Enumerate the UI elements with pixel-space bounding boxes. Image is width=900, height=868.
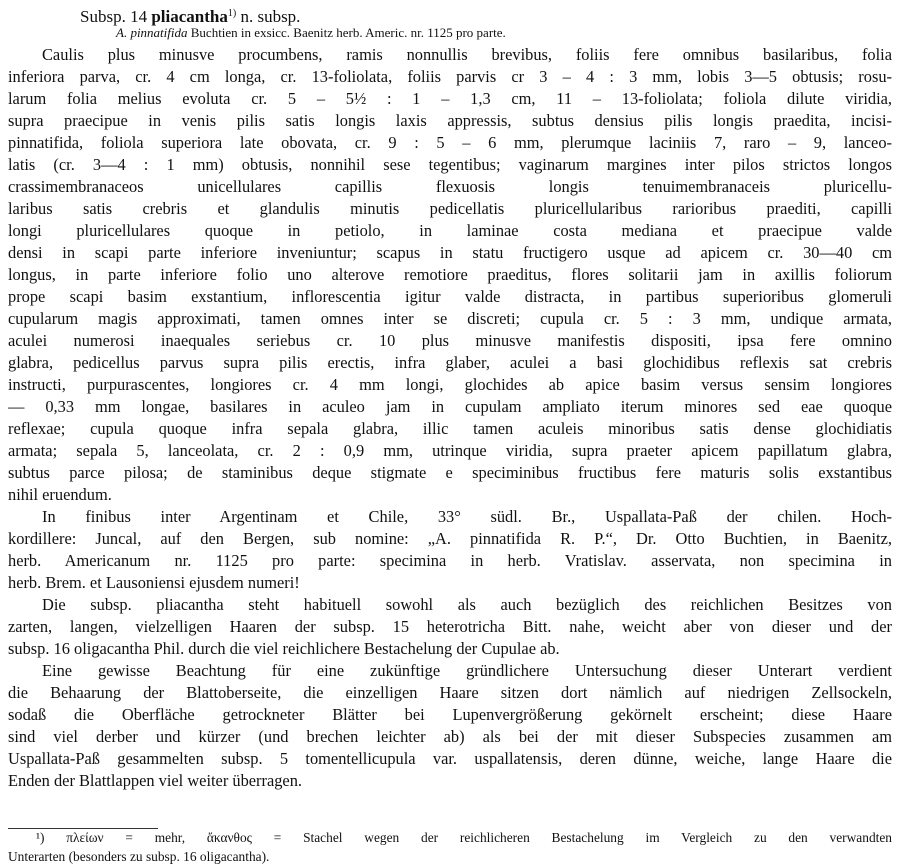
text-line: reflexae; cupula quoque infra sepala glabra, illic tamen aculeis minoribus satis dense glochidiatis: [8, 419, 892, 438]
footnote-line: ¹) πλείων = mehr, ἄκανθος = Stachel wegen der reichlicheren Bestachelung im Vergleich zu den verwandten: [36, 830, 892, 845]
text-line: zarten, langen, vielzelligen Haaren der subsp. 15 heterotricha Bitt. nahe, weicht aber von dieser und der: [8, 617, 892, 636]
text-line: herb. Brem. et Lausoniensi ejusdem numeri!: [8, 573, 300, 592]
text-line: aculei numerosi inaequales seriebus cr. 10 plus minusve manifestis dispositi, ipsa fere omnino: [8, 331, 892, 350]
body-text: [8, 44, 892, 792]
text-line: nihil eruendum.: [8, 485, 112, 504]
text-line: cupularum magis approximati, tamen omnes inter se discreti; cupula cr. 5 : 3 mm, undique armata,: [8, 309, 892, 328]
text-line: Uspallata-Paß gesammelten subsp. 5 tomentellicupula var. uspallatensis, deren dünne, weiche, lange Haare die: [8, 749, 892, 768]
text-line: crassimembranaceos unicellulares capillis flexuosis longis tenuimembranaceis pluricellu-: [8, 177, 892, 196]
heading-prefix: Subsp. 14: [80, 7, 152, 26]
text-line: sodaß die Oberfläche getrockneter Blätter bei Lupenvergrößerung gekörnelt erscheint; diese Haare: [8, 705, 892, 724]
text-line: Enden der Blattlappen viel weiter überragen.: [8, 771, 302, 790]
heading-suffix: n. subsp.: [236, 7, 301, 26]
text-line: inferiora parva, cr. 4 cm longa, cr. 13-foliolata, foliis parvis cr 3 – 4 : 3 mm, lobis 3—5 obtusis; rosu-: [8, 67, 892, 86]
text-line: prope scapi basim exstantium, inflorescentia igitur valde distracta, in partibus superioribus glomeruli: [8, 287, 892, 306]
text-line: In finibus inter Argentinam et Chile, 33° südl. Br., Uspallata-Paß der chilen. Hoch-: [42, 507, 892, 526]
text-line: subsp. 16 oligacantha Phil. durch die viel reichlichere Bestachelung der Cupulae ab.: [8, 639, 560, 658]
latin-description-paragraph: [8, 44, 892, 506]
text-line: herb. Americanum nr. 1125 pro parte: specimina in herb. Vratislav. asservata, non specimina in: [8, 551, 892, 570]
footnote: [8, 828, 892, 866]
text-line: longus, in parte inferiore folio uno alterove remotiore praeditus, flores solitarii jam in axillis foliorum: [8, 265, 892, 284]
text-line: sind viel derber und kürzer (und brechen leichter ab) als bei der mit dieser Subspecies zusammen am: [8, 727, 892, 746]
text-line: kordillere: Juncal, auf den Bergen, sub nomine: „A. pinnatifida R. P.“, Dr. Otto Buchtien, in Baenitz,: [8, 529, 892, 548]
text-line: Die subsp. pliacantha steht habituell sowohl als auch bezüglich des reichlichen Besitzes von: [42, 595, 892, 614]
text-line: pinnatifida, foliola superiora late obovata, cr. 9 : 5 – 6 mm, plerumque laciniis 7, raro – 9, lanceo-: [8, 133, 892, 152]
synonym-citation: [116, 24, 506, 42]
text-line: larum folia melius evoluta cr. 5 – 5½ : 1 – 1,3 cm, 11 – 13-foliolata; foliola dilute viridia,: [8, 89, 892, 108]
text-line: instructi, purpurascentes, longiores cr. 4 mm longi, glochides ab apice basim versus sensim longiores: [8, 375, 892, 394]
citation-taxon: A. pinnatifida: [116, 25, 188, 40]
text-line: glabra, pedicellus parvus supra pilis erectis, infra glaber, aculei a basi glochidibus reflexis sat crebris: [8, 353, 892, 372]
text-line: Eine gewisse Beachtung für eine zukünftige gründlichere Untersuchung dieser Unterart verdient: [42, 661, 892, 680]
footnote-line: Unterarten (besonders zu subsp. 16 oligacantha).: [8, 849, 270, 864]
comparison-paragraph: [8, 594, 892, 660]
text-line: supra praecipue in venis pilis satis longis laxis appressis, subtus densius pilis longis praedita, incisi-: [8, 111, 892, 130]
text-line: — 0,33 mm longae, basilares in aculeo jam in cupulam ampliato iterum minores sed eae quoque: [8, 397, 892, 416]
text-line: subtus parce pilosa; de staminibus deque stigmate e speciminibus fructibus fere maturis solis exstantibus: [8, 463, 892, 482]
text-line: laribus satis crebris et glandulis minutis pedicellatis pluricellularibus rarioribus praediti, capilli: [8, 199, 892, 218]
citation-text: Buchtien in exsicc. Baenitz herb. Americ. nr. 1125 pro parte.: [187, 25, 506, 40]
text-line: armata; sepala 5, lanceolata, cr. 2 : 0,9 mm, utrinque viridia, supra praeter apicem papillatum glabra,: [8, 441, 892, 460]
locality-paragraph: [8, 506, 892, 594]
subspecies-name: pliacantha: [151, 7, 228, 26]
text-line: die Behaarung der Blattoberseite, die einzelligen Haare sitzen dort nämlich auf niedrigen Zellsockeln,: [8, 683, 892, 702]
text-line: Caulis plus minusve procumbens, ramis nonnullis brevibus, foliis fere omnibus basilaribus, folia: [42, 45, 892, 64]
text-line: longi pluricellulares quoque in petiolo, in laminae costa mediana et praecipue valde: [8, 221, 892, 240]
note-paragraph: [8, 660, 892, 792]
text-line: latis (cr. 3—4 : 1 mm) obtusis, nonnihil sese tegentibus; vaginarum margines inter pilos strictos longos: [8, 155, 892, 174]
text-line: densi in scapi parte inferiore inveniuntur; scapus in statu fructigero usque ad apicem cr. 30—40 cm: [8, 243, 892, 262]
footnote-marker: 1): [227, 8, 237, 19]
